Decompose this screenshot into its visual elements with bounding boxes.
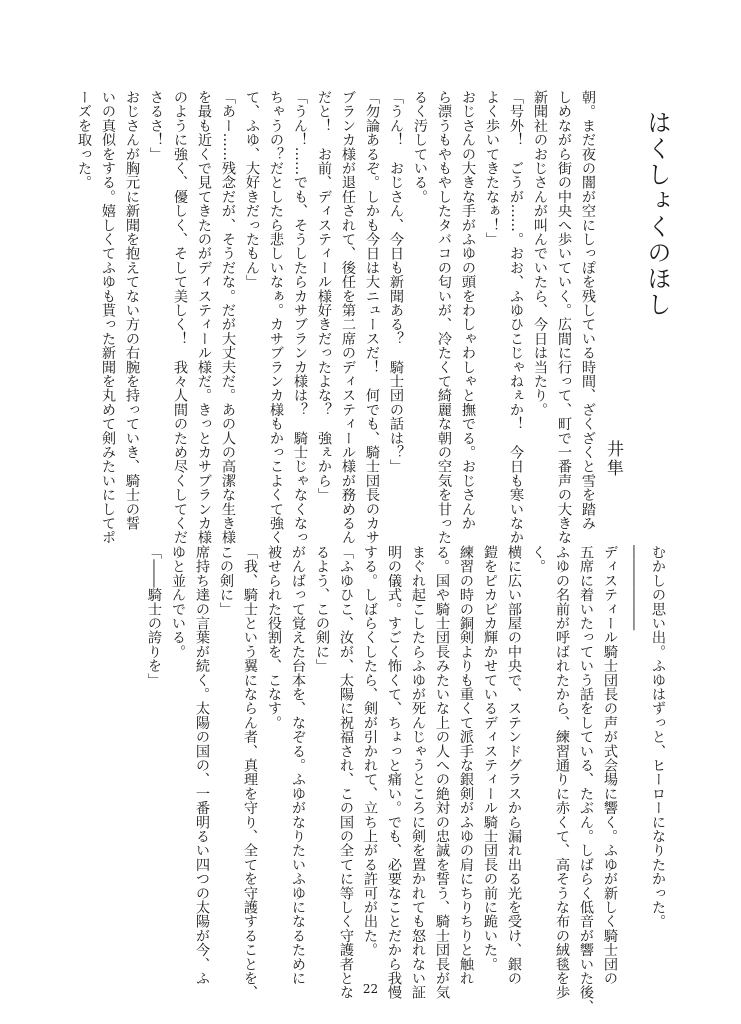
text-line: 「あー……残念だが、そうだな。だが大丈夫だ。あの人の高潔な生き様 xyxy=(220,90,236,545)
text-line: 鎧をピカピカ輝かせているディスティール騎士団長の前に跪いた。 xyxy=(482,545,498,971)
text-line: しめながら街の中央へ歩いていく。広間に行って、町で一番声の大きな xyxy=(556,90,572,545)
text-line: この剣に」 xyxy=(218,545,234,616)
text-line: 被せられた役割を、こなす。 xyxy=(266,545,282,730)
text-line: さるさ！」 xyxy=(148,90,164,161)
text-line: 横に広い部屋の中央で、ステンドグラスから漏れ出る光を受け、銀の xyxy=(506,545,522,986)
text-line: むかしの思い出。ふゆはずっと、ヒーローになりたかった。 xyxy=(650,545,666,929)
text-line: ディスティール騎士団長の声が式会場に響く。ふゆが新しく騎士団の xyxy=(602,545,618,986)
text-line: 「うん！……でも、そうしたらカサブランカ様は？ 騎士じゃなくなっ xyxy=(292,90,308,545)
text-line: 練習の時の銅剣よりも重くて派手な銀剣がふゆの肩にちりちりと触れ xyxy=(458,545,474,986)
text-line: く。 xyxy=(530,545,546,574)
page-number: 22 xyxy=(362,982,379,996)
upper-text-block xyxy=(76,90,600,545)
text-line: るく汚している。 xyxy=(412,90,428,204)
text-line: て、ふゆ、大好きだったもん」 xyxy=(244,90,260,289)
text-line: 「ふゆひこ、汝が、太陽に祝福され、この国の全てに等しく守護者とな xyxy=(338,545,354,1000)
text-line: を最も近くで見てきたのがディスティール様だ。きっとカサブランカ様 xyxy=(196,90,212,545)
text-line: 明の儀式。すごく怖くて、ちょっと痛い。でも、必要なことだから我慢 xyxy=(386,545,402,1000)
text-line: 「我、騎士という翼にならん者、真理を守り、全てを守護することを、 xyxy=(242,545,258,1000)
text-line: ーズを取った。 xyxy=(76,90,92,190)
text-line: 新聞社のおじさんが叫んでいたら、今日は当たり。 xyxy=(532,90,548,417)
text-line: 「勿論あるぞ。しかも今日は大ニュースだ！ 何でも、騎士団長のカサ xyxy=(364,90,380,545)
text-line: だと！ お前、ディスティール様好きだったよな？ 強ぇから」 xyxy=(316,90,332,502)
text-line: 朝。まだ夜の闇が空にしっぽを残している時間、ざくざくと雪を踏み xyxy=(580,90,596,531)
text-line: ら漂うもやもやしたタバコの匂いが、冷たくて綺麗な朝の空気を甘った xyxy=(436,90,452,545)
text-line: ふゆの名前が呼ばれたから、練習通りに赤くて、高そうな布の絨毯を歩 xyxy=(554,545,570,1000)
text-line: よく歩いてきたなぁ！」 xyxy=(484,90,500,247)
text-line: おじさんが胸元に新聞を抱えてない方の右腕を持っていき、騎士の誓 xyxy=(124,90,140,531)
text-line: 「うん！ おじさん、今日も新聞ある？ 騎士団の話は？」 xyxy=(388,90,404,474)
text-line: のように強く、優しく、そして美しく！ 我々人間のため尽くしてくだ xyxy=(172,90,188,545)
author-name: 井隼 xyxy=(603,440,623,478)
section-divider: ―――――― xyxy=(626,545,642,631)
text-line: るよう、この剣に」 xyxy=(314,545,330,673)
text-line: る。国や騎士団長みたいな上の人への絶対の忠誠を誓う、騎士団長が気 xyxy=(434,545,450,1000)
text-line: 席持ち達の言葉が続く。太陽の国の、一番明るい四つの太陽が今、ふ xyxy=(194,545,210,986)
text-line: まぐれ起こしたらふゆが死んじゃうところに剣を置かれても怒れない証 xyxy=(410,545,426,1000)
text-line: 「号外！ ごうが……。おお、ふゆひこじゃねぇか！ 今日も寒いなか xyxy=(508,90,524,545)
text-line: いの真似をする。嬉しくてふゆも貰った新聞を丸めて剣みたいにしてポ xyxy=(100,90,116,545)
text-line: ゆと並んでいる。 xyxy=(170,545,186,659)
text-line: がんばって覚えた台本を、なぞる。ふゆがなりたいふゆになるために xyxy=(290,545,306,986)
text-line: おじさんの大きな手がふゆの頭をわしゃわしゃと撫でる。おじさんか xyxy=(460,90,476,531)
text-line: ブランカ様が退任されて、後任を第二席のディスティール様が務めるん xyxy=(340,90,356,545)
text-line: ちゃうの？だとしたら悲しいなぁ。カサブランカ様もかっこよくて強く xyxy=(268,90,284,545)
text-line: 「――騎士の誇りを」 xyxy=(146,545,162,687)
text-line: する。しばらくしたら、剣が引かれて、立ち上がる許可が出た。 xyxy=(362,545,378,957)
text-line: 五席に着いたっていう話をしている、たぶん。しばらく低音が響いた後、 xyxy=(578,545,594,1014)
story-title: はくしょくのほし xyxy=(643,110,671,318)
